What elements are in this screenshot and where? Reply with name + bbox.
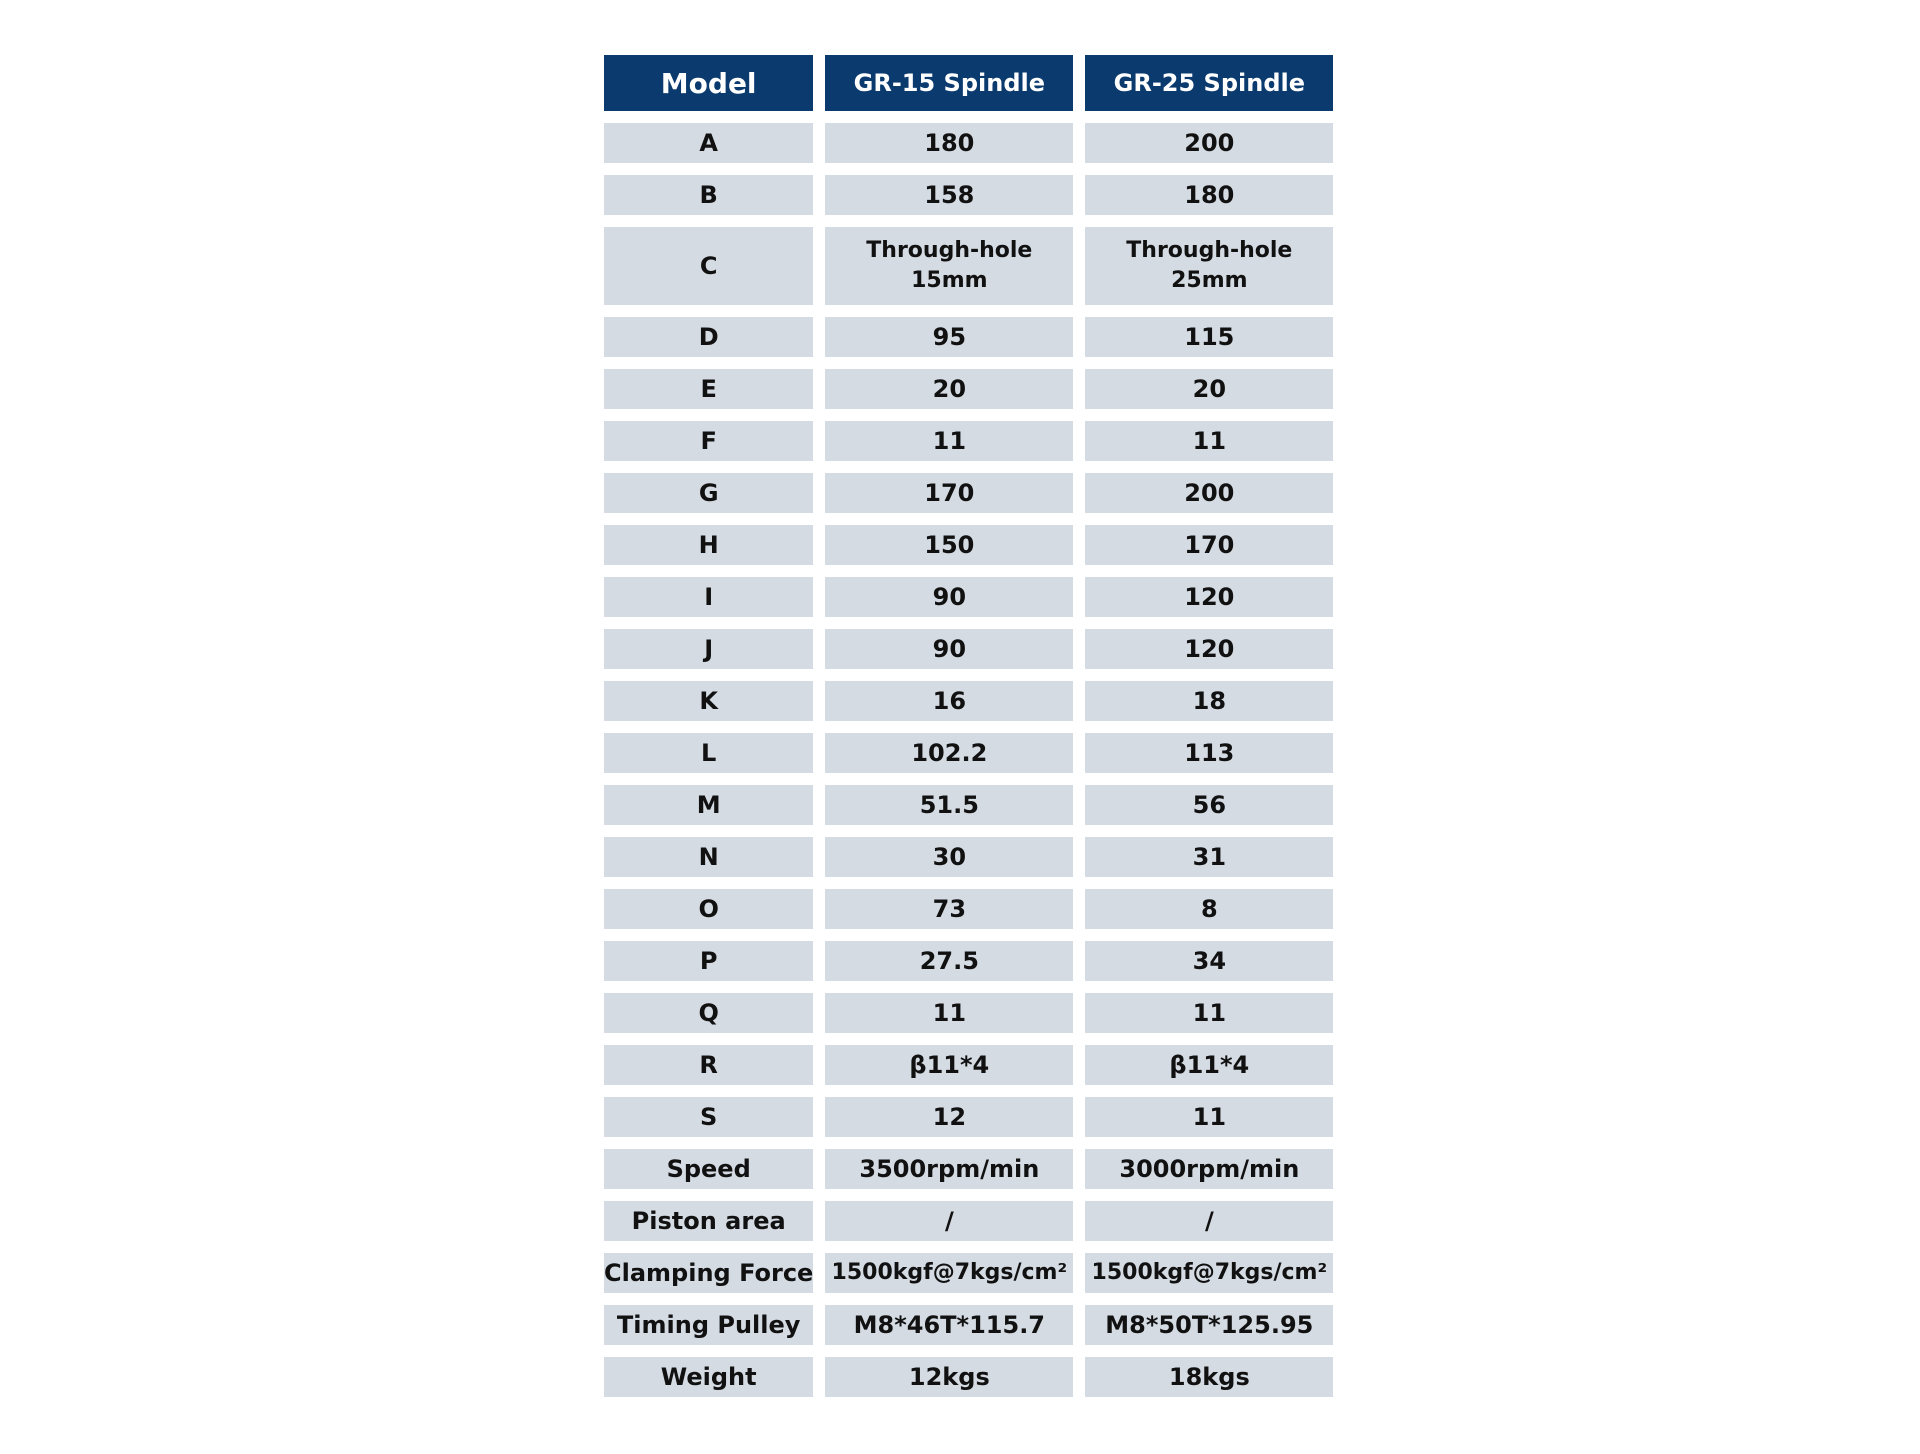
- table-row: [604, 837, 1333, 877]
- gr25-value-cell: 8: [1085, 889, 1333, 929]
- table-row: [604, 473, 1333, 513]
- spec-table-body: [604, 123, 1333, 1397]
- row-label-cell: D: [604, 317, 813, 357]
- table-row: [604, 785, 1333, 825]
- gr15-value-cell: β11*4: [825, 1045, 1073, 1085]
- header-gr25-spindle: GR-25 Spindle: [1085, 55, 1333, 111]
- gr25-value-cell: Through-hole 25mm: [1085, 227, 1333, 305]
- table-row: [604, 1253, 1333, 1293]
- spec-table: [592, 43, 1345, 1409]
- gr25-value-cell: M8*50T*125.95: [1085, 1305, 1333, 1345]
- table-row: [604, 421, 1333, 461]
- row-label-cell: Q: [604, 993, 813, 1033]
- gr15-value-cell: 30: [825, 837, 1073, 877]
- gr25-value-cell: 34: [1085, 941, 1333, 981]
- gr25-value-cell: 18kgs: [1085, 1357, 1333, 1397]
- gr25-value-cell: β11*4: [1085, 1045, 1333, 1085]
- gr25-value-cell: 18: [1085, 681, 1333, 721]
- row-label-cell: Weight: [604, 1357, 813, 1397]
- gr25-value-cell: 120: [1085, 577, 1333, 617]
- gr15-value-cell: 20: [825, 369, 1073, 409]
- row-label-cell: Timing Pulley: [604, 1305, 813, 1345]
- row-label-cell: S: [604, 1097, 813, 1137]
- table-row: [604, 1357, 1333, 1397]
- header-row: [604, 55, 1333, 111]
- gr25-value-cell: 200: [1085, 123, 1333, 163]
- gr15-value-cell: 170: [825, 473, 1073, 513]
- gr15-value-cell: 102.2: [825, 733, 1073, 773]
- header-gr15-spindle: GR-15 Spindle: [825, 55, 1073, 111]
- row-label-cell: F: [604, 421, 813, 461]
- gr25-value-cell: 1500kgf@7kgs/cm²: [1085, 1253, 1333, 1293]
- gr15-value-cell: 51.5: [825, 785, 1073, 825]
- table-row: [604, 317, 1333, 357]
- table-row: [604, 941, 1333, 981]
- gr25-value-cell: 113: [1085, 733, 1333, 773]
- gr15-value-cell: M8*46T*115.7: [825, 1305, 1073, 1345]
- gr15-value-cell: 16: [825, 681, 1073, 721]
- row-label-cell: Speed: [604, 1149, 813, 1189]
- table-row: [604, 1305, 1333, 1345]
- table-row: [604, 1097, 1333, 1137]
- table-row: [604, 993, 1333, 1033]
- gr15-value-cell: 27.5: [825, 941, 1073, 981]
- row-label-cell: O: [604, 889, 813, 929]
- gr25-value-cell: 115: [1085, 317, 1333, 357]
- row-label-cell: N: [604, 837, 813, 877]
- row-label-cell: R: [604, 1045, 813, 1085]
- gr15-value-cell: 1500kgf@7kgs/cm²: [825, 1253, 1073, 1293]
- gr25-value-cell: 11: [1085, 993, 1333, 1033]
- gr25-value-cell: 11: [1085, 421, 1333, 461]
- table-row: [604, 889, 1333, 929]
- gr25-value-cell: 200: [1085, 473, 1333, 513]
- gr25-value-cell: 20: [1085, 369, 1333, 409]
- table-row: [604, 577, 1333, 617]
- row-label-cell: E: [604, 369, 813, 409]
- row-label-cell: C: [604, 227, 813, 305]
- gr25-value-cell: 31: [1085, 837, 1333, 877]
- row-label-cell: Clamping Force: [604, 1253, 813, 1293]
- gr15-value-cell: 12kgs: [825, 1357, 1073, 1397]
- gr15-value-cell: 158: [825, 175, 1073, 215]
- row-label-cell: M: [604, 785, 813, 825]
- table-row: [604, 733, 1333, 773]
- table-row: [604, 1149, 1333, 1189]
- table-row: [604, 227, 1333, 305]
- gr25-value-cell: 120: [1085, 629, 1333, 669]
- gr25-value-cell: 56: [1085, 785, 1333, 825]
- table-row: [604, 175, 1333, 215]
- row-label-cell: G: [604, 473, 813, 513]
- row-label-cell: B: [604, 175, 813, 215]
- gr15-value-cell: 3500rpm/min: [825, 1149, 1073, 1189]
- gr15-value-cell: 90: [825, 629, 1073, 669]
- gr15-value-cell: /: [825, 1201, 1073, 1241]
- gr15-value-cell: 180: [825, 123, 1073, 163]
- table-row: [604, 1045, 1333, 1085]
- table-row: [604, 681, 1333, 721]
- gr25-value-cell: 3000rpm/min: [1085, 1149, 1333, 1189]
- row-label-cell: L: [604, 733, 813, 773]
- gr15-value-cell: Through-hole 15mm: [825, 227, 1073, 305]
- gr15-value-cell: 12: [825, 1097, 1073, 1137]
- gr15-value-cell: 150: [825, 525, 1073, 565]
- table-row: [604, 123, 1333, 163]
- gr25-value-cell: 170: [1085, 525, 1333, 565]
- gr25-value-cell: 11: [1085, 1097, 1333, 1137]
- row-label-cell: Piston area: [604, 1201, 813, 1241]
- gr25-value-cell: /: [1085, 1201, 1333, 1241]
- row-label-cell: P: [604, 941, 813, 981]
- row-label-cell: H: [604, 525, 813, 565]
- gr15-value-cell: 90: [825, 577, 1073, 617]
- row-label-cell: A: [604, 123, 813, 163]
- gr15-value-cell: 95: [825, 317, 1073, 357]
- table-row: [604, 1201, 1333, 1241]
- header-model: Model: [604, 55, 813, 111]
- gr25-value-cell: 180: [1085, 175, 1333, 215]
- row-label-cell: I: [604, 577, 813, 617]
- gr15-value-cell: 73: [825, 889, 1073, 929]
- gr15-value-cell: 11: [825, 421, 1073, 461]
- gr15-value-cell: 11: [825, 993, 1073, 1033]
- table-row: [604, 629, 1333, 669]
- table-row: [604, 369, 1333, 409]
- table-row: [604, 525, 1333, 565]
- row-label-cell: J: [604, 629, 813, 669]
- row-label-cell: K: [604, 681, 813, 721]
